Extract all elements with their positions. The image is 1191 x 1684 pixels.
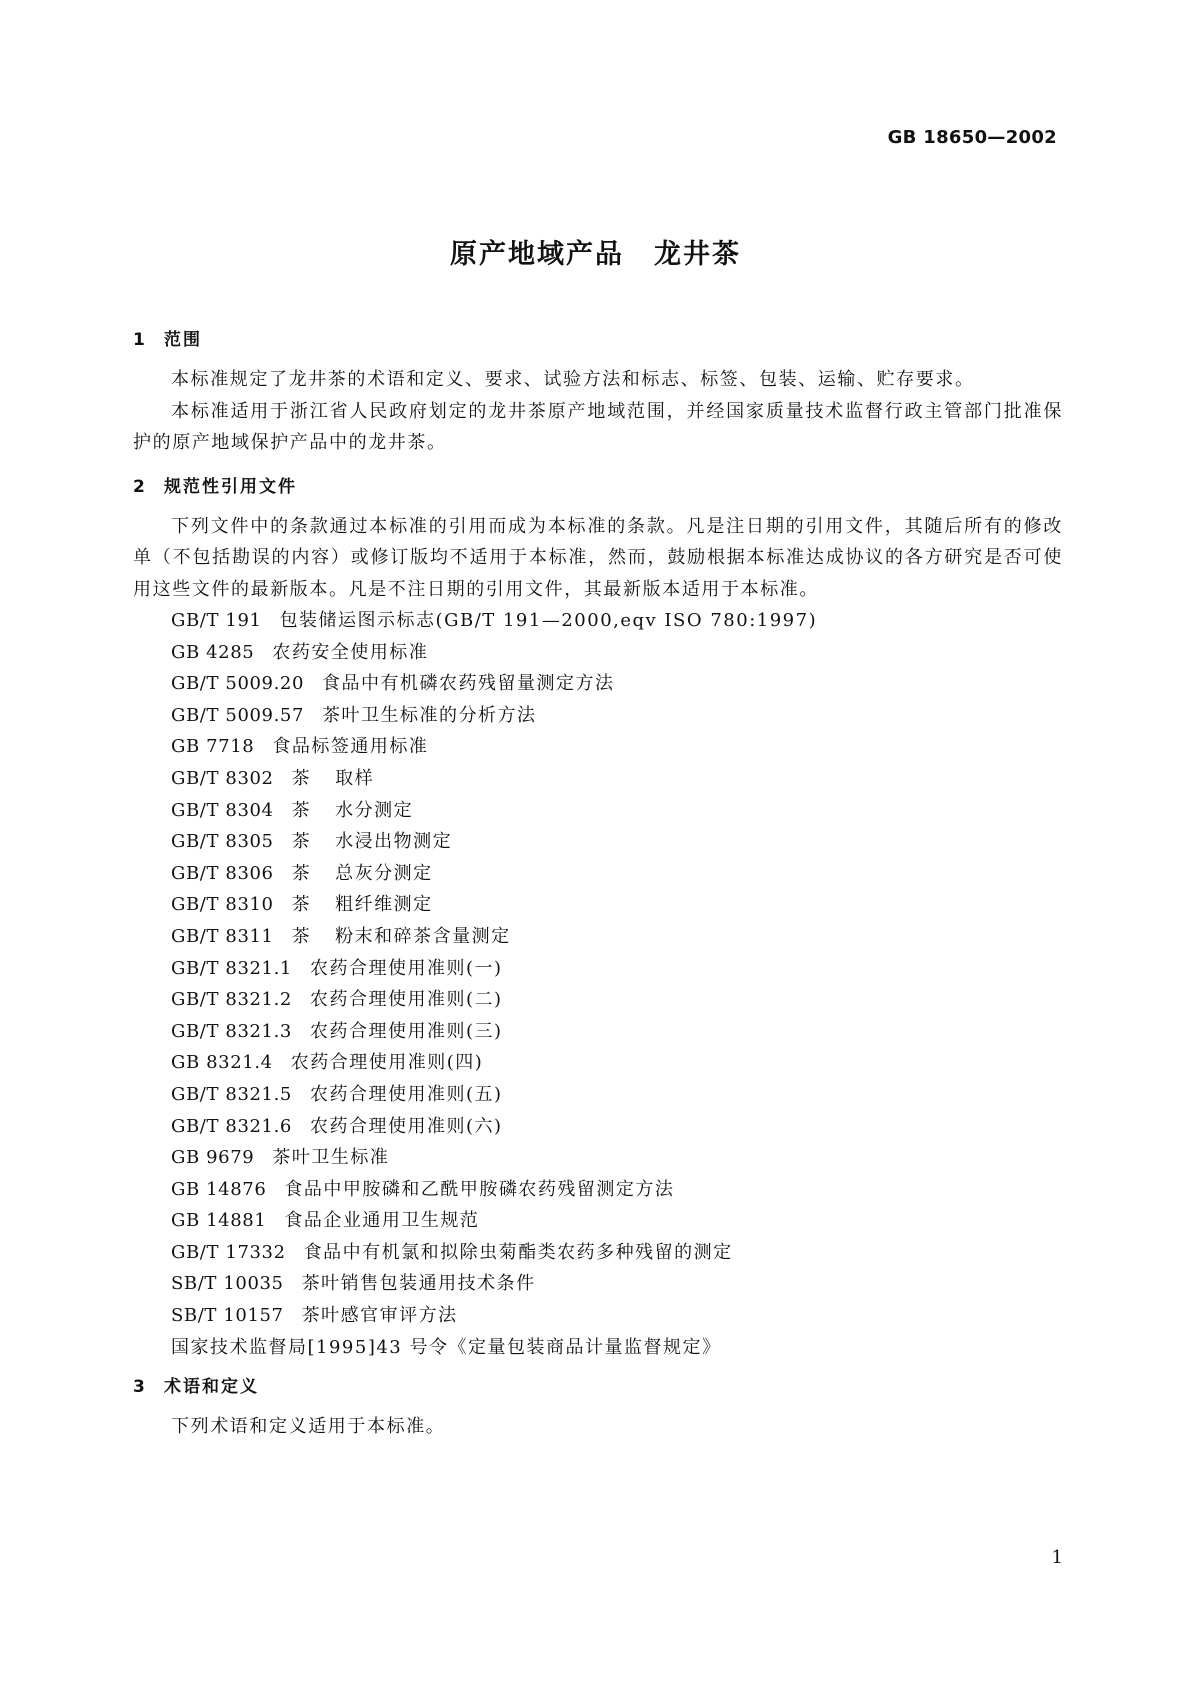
section-1-paragraph-1: 本标准规定了龙井茶的术语和定义、要求、试验方法和标志、标签、包装、运输、贮存要求。 bbox=[171, 369, 975, 390]
document-title bbox=[0, 232, 1191, 271]
reference-item: GB 9679 茶叶卫生标准 bbox=[171, 1147, 390, 1169]
reference-item: GB 14881 食品企业通用卫生规范 bbox=[171, 1210, 480, 1232]
page-number: 1 bbox=[1051, 1547, 1063, 1568]
standard-code: GB 18650—2002 bbox=[887, 127, 1057, 148]
reference-item: GB/T 191 包装储运图示标志(GB/T 191—2000,eqv ISO 780:1997) bbox=[171, 610, 818, 631]
normative-references-list bbox=[133, 605, 1063, 1363]
reference-item: GB/T 5009.57 茶叶卫生标准的分析方法 bbox=[171, 704, 537, 726]
document-body bbox=[133, 330, 1063, 1443]
reference-item: GB/T 5009.20 食品中有机磷农药残留量测定方法 bbox=[171, 673, 615, 695]
reference-item: GB/T 8321.6 农药合理使用准则(六) bbox=[171, 1115, 503, 1137]
title-part-1: 原产地域产品 bbox=[450, 239, 624, 270]
section-3-title: 术语和定义 bbox=[164, 1377, 259, 1398]
section-1-number: 1 bbox=[133, 330, 145, 350]
reference-item-regulation: 国家技术监督局[1995]43 号令《定量包装商品计量监督规定》 bbox=[171, 1336, 722, 1358]
section-2-heading bbox=[133, 477, 1063, 497]
section-3-heading bbox=[133, 1377, 1063, 1397]
reference-item: GB/T 8305 茶 水浸出物测定 bbox=[171, 831, 453, 853]
section-3-number: 3 bbox=[133, 1377, 145, 1398]
reference-item: GB/T 8321.2 农药合理使用准则(二) bbox=[171, 989, 503, 1011]
reference-item: SB/T 10035 茶叶销售包装通用技术条件 bbox=[171, 1273, 536, 1295]
section-1-paragraph-2: 本标准适用于浙江省人民政府划定的龙井茶原产地域范围，并经国家质量技术监督行政主管部门批准保护的原产地域保护产品中的龙井茶。 bbox=[133, 400, 1063, 453]
section-1-heading bbox=[133, 330, 1063, 350]
title-part-2: 龙井茶 bbox=[654, 239, 741, 270]
reference-item: GB/T 8321.5 农药合理使用准则(五) bbox=[171, 1083, 503, 1105]
section-2-intro: 下列文件中的条款通过本标准的引用而成为本标准的条款。凡是注日期的引用文件，其随后所有的修改单（不包括勘误的内容）或修订版均不适用于本标准，然而，鼓励根据本标准达成协议的各方研究是否可使用这些文件的最新版本。凡是不注日期的引用文件，其最新版本适用于本标准。 bbox=[133, 515, 1063, 600]
reference-item: GB/T 8302 茶 取样 bbox=[171, 767, 375, 789]
section-2-number: 2 bbox=[133, 476, 145, 497]
reference-item: GB/T 8304 茶 水分测定 bbox=[171, 799, 414, 821]
reference-item: GB/T 17332 食品中有机氯和拟除虫菊酯类农药多种残留的测定 bbox=[171, 1241, 733, 1263]
reference-item: GB/T 8306 茶 总灰分测定 bbox=[171, 862, 433, 884]
reference-item: GB/T 8310 茶 粗纤维测定 bbox=[171, 894, 433, 916]
reference-item: GB/T 8311 茶 粉末和碎茶含量测定 bbox=[171, 925, 511, 947]
reference-item: GB/T 8321.3 农药合理使用准则(三) bbox=[171, 1020, 503, 1042]
reference-item: GB 14876 食品中甲胺磷和乙酰甲胺磷农药残留测定方法 bbox=[171, 1178, 675, 1200]
reference-item: SB/T 10157 茶叶感官审评方法 bbox=[171, 1305, 458, 1327]
reference-item: GB 8321.4 农药合理使用准则(四) bbox=[171, 1052, 484, 1074]
section-2-title: 规范性引用文件 bbox=[164, 476, 297, 497]
reference-item: GB/T 8321.1 农药合理使用准则(一) bbox=[171, 957, 503, 979]
section-3-paragraph-1: 下列术语和定义适用于本标准。 bbox=[171, 1416, 446, 1438]
section-1-title: 范围 bbox=[164, 330, 202, 350]
reference-item: GB 4285 农药安全使用标准 bbox=[171, 641, 429, 663]
reference-item: GB 7718 食品标签通用标准 bbox=[171, 736, 429, 758]
